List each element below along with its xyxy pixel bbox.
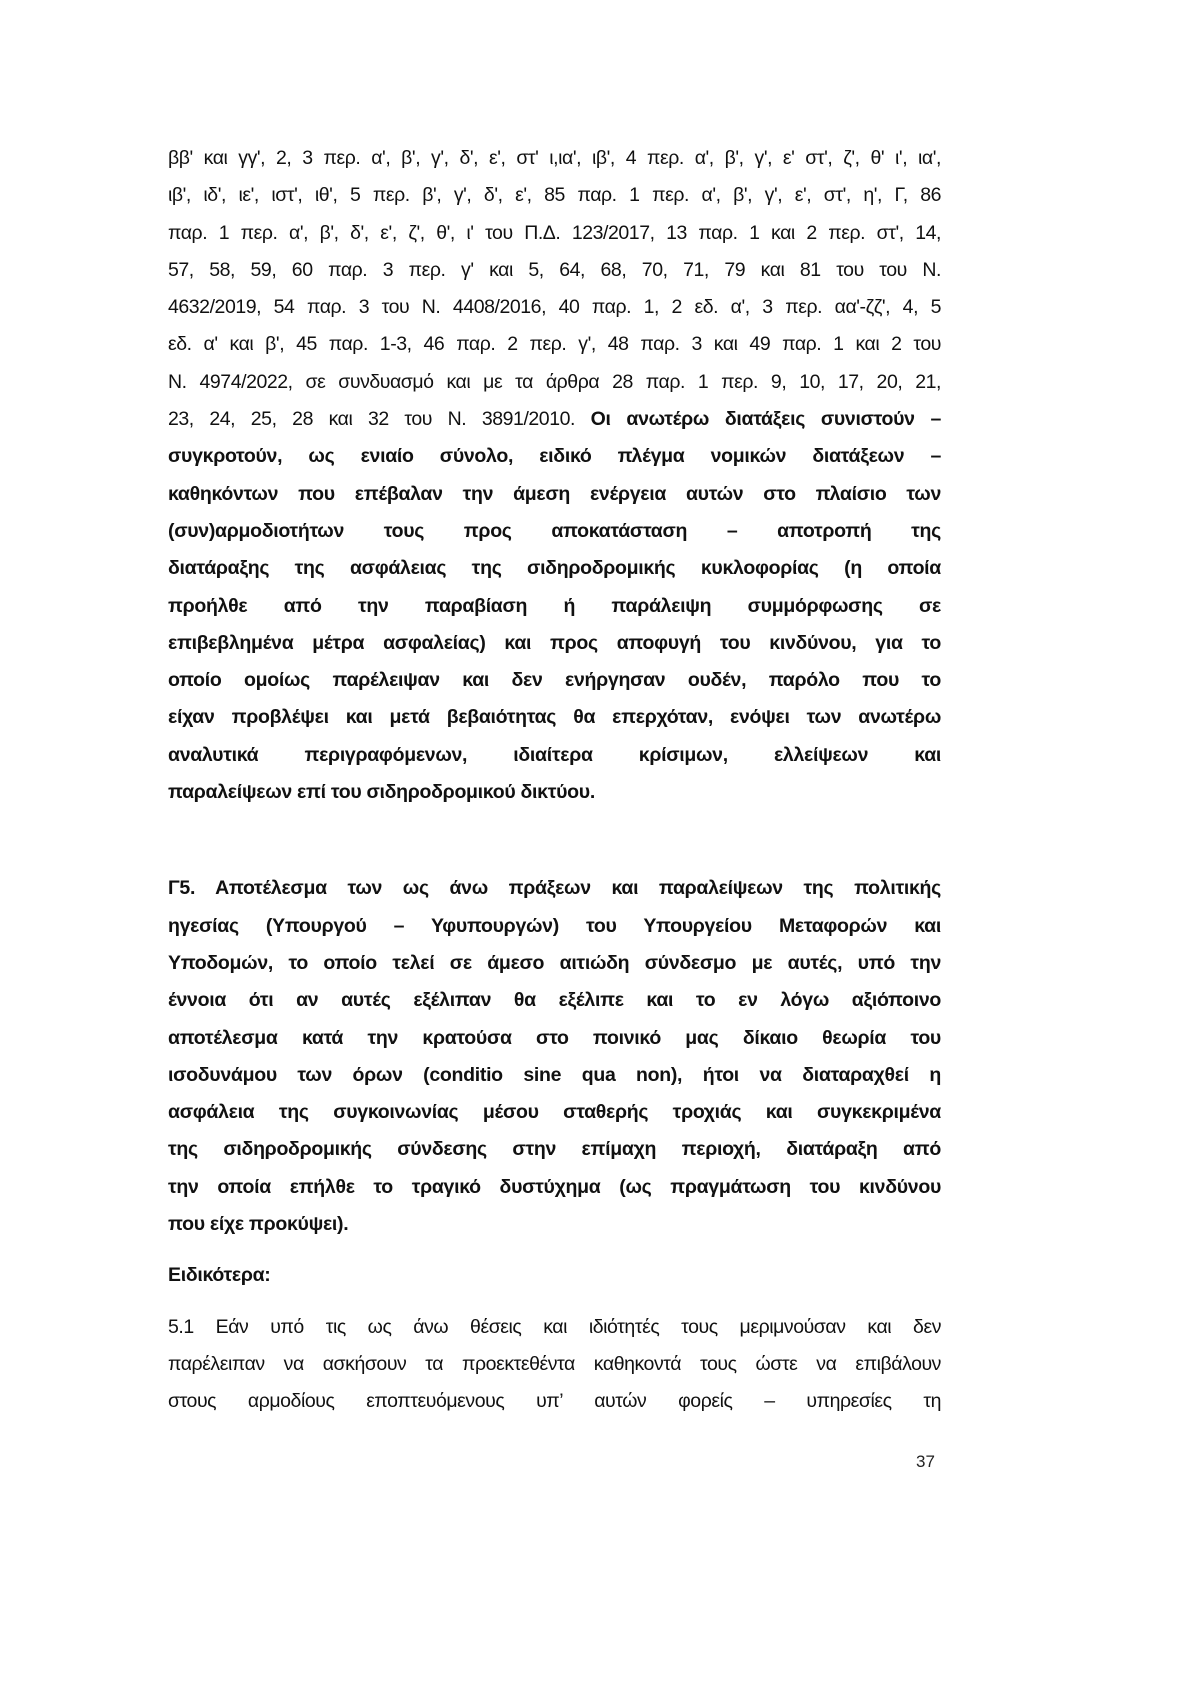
- text-line-bold: της σιδηροδρομικής σύνδεσης στην επίμαχη περιοχή, διατάραξη από: [168, 1138, 941, 1161]
- text-line: παρέλειπαν να ασκήσουν τα προεκτεθέντα καθηκοντά τους ώστε να επιβάλουν: [168, 1352, 941, 1375]
- subheading: Ειδικότερα:: [168, 1264, 271, 1287]
- text-line: 57, 58, 59, 60 παρ. 3 περ. γ' και 5, 64, 68, 70, 71, 79 και 81 του του Ν.: [168, 258, 941, 281]
- text-line-bold: αποτέλεσμα κατά την κρατούσα στο ποινικό μας δίκαιο θεωρία του: [168, 1026, 941, 1049]
- text-line-bold: είχαν προβλέψει και μετά βεβαιότητας θα επερχόταν, ενόψει των ανωτέρω: [168, 706, 941, 729]
- text-line: 4632/2019, 54 παρ. 3 του Ν. 4408/2016, 40 παρ. 1, 2 εδ. α', 3 περ. αα'-ζζ', 4, 5: [168, 296, 941, 319]
- page-number: 37: [916, 1452, 935, 1471]
- text-line-bold: οποίο ομοίως παρέλειψαν και δεν ενήργησαν ουδέν, παρόλο που το: [168, 669, 941, 692]
- section-g5-heading: [168, 870, 941, 1243]
- text-line: στους αρμοδίους εποπτευόμενους υπ’ αυτών φορείς – υπηρεσίες τη: [168, 1390, 941, 1413]
- text-line-bold: ασφάλεια της συγκοινωνίας μέσου σταθερής τροχιάς και συγκεκριμένα: [168, 1101, 941, 1124]
- paragraph-5-1: [168, 1309, 941, 1421]
- text-line: ββ' και γγ', 2, 3 περ. α', β', γ', δ', ε', στ' ι,ια', ιβ', 4 περ. α', β', γ', ε' στ', ζ', θ' ι', ια',: [168, 147, 941, 169]
- text-line-bold: παραλείψεων επί του σιδηροδρομικού δικτύου.: [168, 781, 595, 804]
- text-line-bold: καθηκόντων που επέβαλαν την άμεση ενέργεια αυτών στο πλαίσιο των: [168, 482, 941, 505]
- paragraph-legal-provisions: [168, 140, 941, 811]
- text-line-bold: διατάραξης της ασφάλειας της σιδηροδρομικής κυκλοφορίας (η οποία: [168, 557, 941, 580]
- spacer: [168, 1243, 941, 1257]
- text-normal: 23, 24, 25, 28 και 32 του Ν. 3891/2010.: [168, 408, 575, 431]
- text-line: 5.1 Εάν υπό τις ως άνω θέσεις και ιδιότητές τους μεριμνούσαν και δεν: [168, 1315, 941, 1338]
- text-line-bold: συγκροτούν, ως ενιαίο σύνολο, ειδικό πλέγμα νομικών διατάξεων –: [168, 445, 941, 468]
- text-line-bold: αναλυτικά περιγραφόμενων, ιδιαίτερα κρίσιμων, ελλείψεων και: [168, 743, 941, 766]
- text-bold: Οι ανωτέρω διατάξεις συνιστούν –: [590, 408, 942, 431]
- text-line-bold: που είχε προκύψει).: [168, 1213, 349, 1236]
- text-line-bold: επιβεβλημένα μέτρα ασφαλείας) και προς αποφυγή του κινδύνου, για το: [168, 631, 941, 654]
- spacer: [168, 1295, 941, 1309]
- text-line-bold: ισοδυνάμου των όρων (conditio sine qua non), ήτοι να διαταραχθεί η: [168, 1063, 941, 1086]
- text-line-bold: (συν)αρμοδιοτήτων τους προς αποκατάσταση – αποτροπή της: [168, 519, 941, 542]
- text-line-bold: Υποδομών, το οποίο τελεί σε άμεσο αιτιώδη σύνδεσμο με αυτές, υπό την: [168, 951, 941, 974]
- text-line-mixed: [168, 401, 941, 438]
- text-line-bold: έννοια ότι αν αυτές εξέλιπαν θα εξέλιπε και το εν λόγω αξιόποινο: [168, 989, 941, 1012]
- text-line: ιβ', ιδ', ιε', ιστ', ιθ', 5 περ. β', γ', δ', ε', 85 παρ. 1 περ. α', β', γ', ε', στ', η', Γ, 86: [168, 184, 941, 207]
- text-line-bold: ηγεσίας (Υπουργού – Υφυπουργών) του Υπουργείου Μεταφορών και: [168, 914, 941, 937]
- text-line: εδ. α' και β', 45 παρ. 1-3, 46 παρ. 2 περ. γ', 48 παρ. 3 και 49 παρ. 1 και 2 του: [168, 333, 941, 356]
- text-line-bold: προήλθε από την παραβίαση ή παράλειψη συμμόρφωσης σε: [168, 594, 941, 617]
- spacer: [168, 811, 941, 870]
- text-line: παρ. 1 περ. α', β', δ', ε', ζ', θ', ι' του Π.Δ. 123/2017, 13 παρ. 1 και 2 περ. στ', 14,: [168, 221, 941, 244]
- text-line: Ν. 4974/2022, σε συνδυασμό και με τα άρθρα 28 παρ. 1 περ. 9, 10, 17, 20, 21,: [168, 370, 941, 393]
- text-line-bold: την οποία επήλθε το τραγικό δυστύχημα (ως πραγμάτωση του κινδύνου: [168, 1175, 941, 1198]
- document-body: [168, 140, 941, 1421]
- text-line-bold: Γ5. Αποτέλεσμα των ως άνω πράξεων και παραλείψεων της πολιτικής: [168, 877, 941, 900]
